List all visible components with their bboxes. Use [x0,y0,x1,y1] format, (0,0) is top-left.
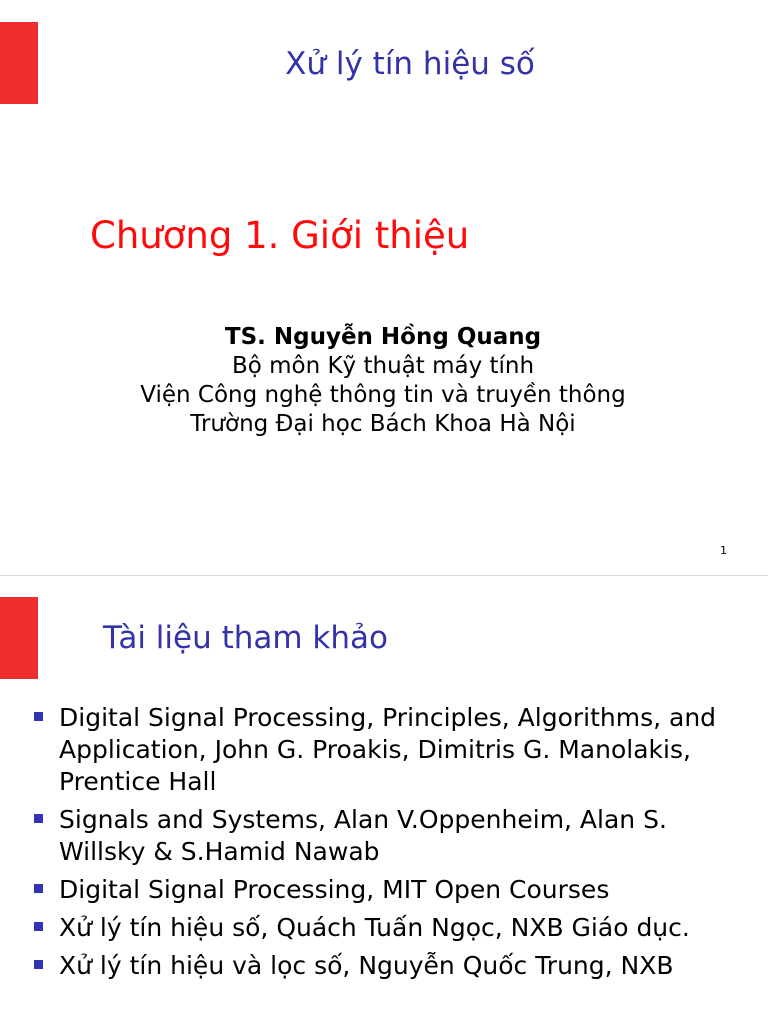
list-item [30,702,750,798]
square-bullet-icon [34,960,43,969]
course-title: Xử lý tín hiệu số [285,46,535,82]
department: Bộ môn Kỹ thuật máy tính [231,353,535,379]
institute: Viện Công nghệ thông tin và truyền thông [140,382,626,408]
list-item [30,950,750,982]
list-item [30,912,750,944]
references-list [30,702,750,988]
references-slide [0,576,768,1024]
reference-text: Xử lý tín hiệu số, Quách Tuấn Ngọc, NXB Giáo dục. [59,913,690,942]
list-item [30,804,750,868]
chapter-title: Chương 1. Giới thiệu [90,214,470,257]
square-bullet-icon [34,712,43,721]
reference-text: Signals and Systems, Alan V.Oppenheim, Alan S. Willsky & S.Hamid Nawab [59,805,667,866]
accent-bar [0,597,38,679]
square-bullet-icon [34,884,43,893]
author-name: TS. Nguyễn Hồng Quang [224,324,542,350]
university: Trường Đại học Bách Khoa Hà Nội [190,411,576,437]
square-bullet-icon [34,922,43,931]
author-block [0,323,766,439]
reference-text: Digital Signal Processing, Principles, Algorithms, and Application, John G. Proakis, Dimitris G. Manolakis, Prentice Hall [59,703,717,796]
reference-text: Digital Signal Processing, MIT Open Courses [59,875,610,904]
list-item [30,874,750,906]
reference-text: Xử lý tín hiệu và lọc số, Nguyễn Quốc Trung, NXB [59,951,674,980]
slide-number: 1 [720,544,727,557]
references-title: Tài liệu tham khảo [103,620,388,656]
square-bullet-icon [34,814,43,823]
